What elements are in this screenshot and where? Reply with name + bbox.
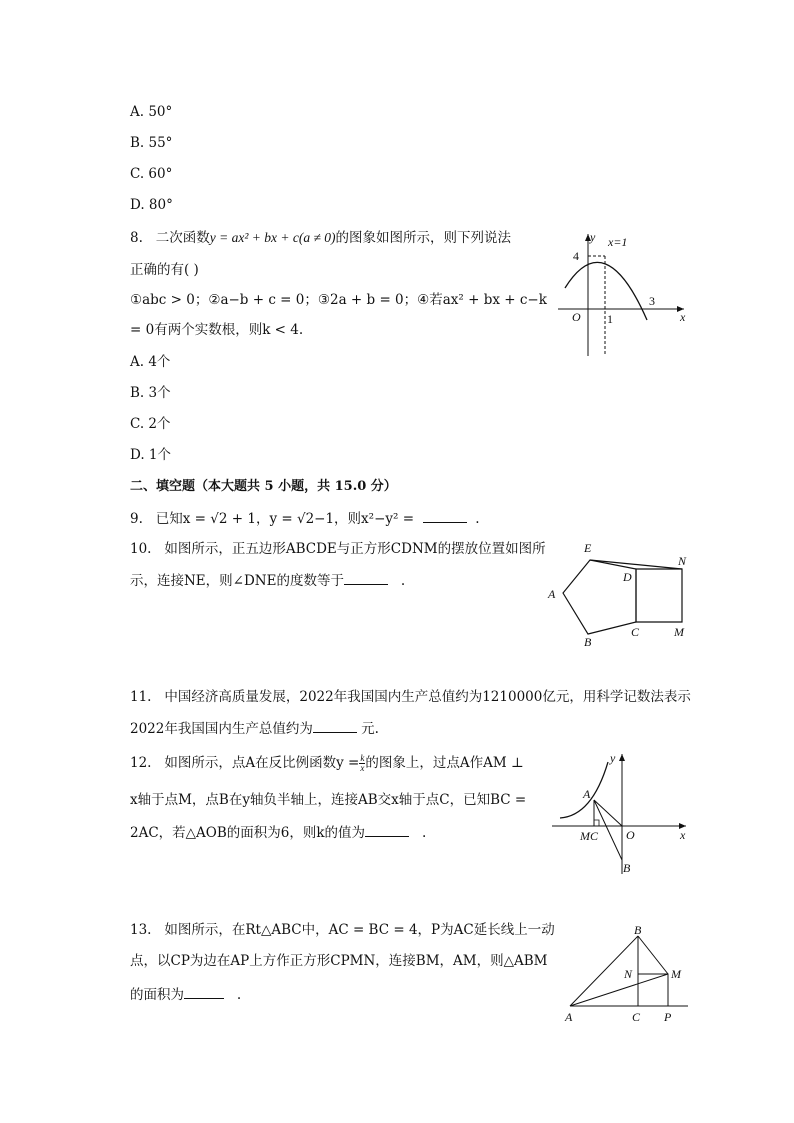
q10-pentagon-square-figure: [540, 538, 700, 653]
q13-end: .: [236, 987, 242, 1003]
q8-parabola-graph: [550, 228, 695, 363]
q7-option-c: C. 60°: [130, 166, 173, 182]
label-a: A: [583, 787, 591, 801]
q12-number: 12.: [130, 755, 152, 771]
y-label: y: [590, 230, 596, 244]
q13-text-end: 的面积为: [130, 987, 184, 1003]
q10-text-cont: 示，连接NE，则∠DNE的度数等于: [130, 573, 344, 589]
q11-text: 中国经济高质量发展，2022年我国国内生产总值约为1210000亿元，用科学记数法表示: [164, 689, 691, 705]
label-1: 1: [607, 312, 613, 326]
label-b: B: [584, 635, 592, 649]
q7-option-d: D. 80°: [130, 197, 173, 213]
q12-end: .: [421, 825, 427, 841]
q11-end: 元.: [361, 721, 379, 737]
fraction-numerator: k: [360, 753, 365, 763]
label-b: B: [623, 861, 631, 875]
q8-option-c: C. 2个: [130, 416, 171, 432]
q12-answer-blank[interactable]: [365, 822, 409, 837]
label-m: M: [671, 967, 681, 981]
q10-line-2: [130, 570, 405, 591]
x-label: x: [680, 310, 686, 324]
origin-label: O: [572, 310, 581, 324]
label-b: B: [634, 923, 642, 937]
q13-line-3: [130, 984, 241, 1005]
segment-bm: [638, 936, 668, 974]
q8-number: 8.: [130, 230, 143, 246]
q11-number: 11.: [130, 689, 152, 705]
square: [636, 569, 682, 622]
q13-triangle-square-figure: [562, 922, 697, 1027]
q12-text: 如图所示，点A在反比例函数y =: [164, 755, 360, 771]
label-o: O: [626, 828, 635, 842]
q9-answer-blank[interactable]: [423, 508, 467, 523]
q11-text-cont: 2022年我国国内生产总值约为: [130, 721, 313, 737]
q11-answer-blank[interactable]: [313, 718, 357, 733]
right-angle-mark: [594, 820, 599, 826]
q9-end: .: [475, 511, 480, 527]
q9-line: [130, 508, 480, 529]
q13-line-1: [130, 920, 555, 940]
q10-line-1: [130, 539, 546, 559]
q12-text-end: 2AC，若△AOB的面积为6，则k的值为: [130, 825, 366, 841]
q13-line-2: 点，以CP为边在AP上方作正方形CPMN，连接BM，AM，则△ABM: [130, 953, 548, 969]
q8-text-cont: 的图象如图所示，则下列说法: [335, 230, 512, 246]
q11-line-2: [130, 718, 379, 739]
segment-am: [570, 974, 668, 1006]
q12-text-cont: 的图象上，过点A作AM ⊥: [365, 755, 524, 771]
label-c: C: [632, 1010, 641, 1024]
q9-number: 9.: [130, 511, 143, 527]
q9-text: 已知x = √2 + 1，y = √2−1，则x²−y² =: [155, 511, 415, 527]
section-heading: 二、填空题（本大题共 5 小题，共 15.0 分）: [130, 479, 397, 494]
y-label: y: [610, 751, 616, 765]
y-arrow-icon: [619, 754, 625, 761]
q8-line-2: 正确的有( ): [130, 262, 199, 278]
fraction-denominator: x: [360, 763, 365, 773]
q13-text: 如图所示，在Rt△ABC中，AC = BC = 4，P为AC延长线上一动: [164, 922, 555, 938]
q10-text: 如图所示，正五边形ABCDE与正方形CDNM的摆放位置如图所: [164, 541, 546, 557]
q8-function: y = ax² + bx + c(a ≠ 0): [209, 230, 336, 245]
q8-statements: ①abc > 0；②a−b + c = 0；③2a + b = 0；④若ax² + bx + c−k: [130, 292, 547, 308]
q8-option-b: B. 3个: [130, 385, 171, 401]
q12-line-1: [130, 753, 524, 773]
segment-ne: [590, 560, 682, 569]
axis-label: x=1: [608, 235, 628, 249]
label-mc: MC: [580, 829, 598, 843]
q12-line-3: [130, 822, 426, 843]
label-a: A: [548, 587, 556, 601]
q7-option-b: B. 55°: [130, 135, 173, 151]
q12-hyperbola-figure: [548, 748, 693, 878]
label-c: C: [631, 625, 640, 639]
label-p: P: [664, 1010, 672, 1024]
q8-text: 二次函数: [155, 230, 210, 246]
q13-answer-blank[interactable]: [184, 984, 224, 999]
x-label: x: [680, 828, 686, 842]
q13-number: 13.: [130, 922, 152, 938]
label-e: E: [584, 541, 592, 555]
q8-statements-cont: = 0有两个实数根，则k < 4.: [130, 322, 304, 338]
segment-ao: [594, 800, 622, 826]
label-3: 3: [649, 294, 655, 308]
q8-option-d: D. 1个: [130, 447, 172, 463]
label-n: N: [624, 967, 633, 981]
label-n: N: [678, 554, 687, 568]
q11-line-1: [130, 687, 691, 707]
label-d: D: [623, 570, 632, 584]
q12-line-2: x轴于点M，点B在y轴负半轴上，连接AB交x轴于点C，已知BC =: [130, 792, 527, 808]
q8-option-a: A. 4个: [130, 354, 171, 370]
q10-end: .: [400, 573, 406, 589]
q7-option-a: A. 50°: [130, 104, 173, 120]
q10-number: 10.: [130, 541, 152, 557]
label-4: 4: [573, 249, 579, 263]
q8-line-1: [130, 228, 511, 248]
label-a: A: [565, 1010, 573, 1024]
q10-answer-blank[interactable]: [344, 570, 388, 585]
segment-ab: [594, 800, 622, 860]
label-m: M: [674, 625, 684, 639]
